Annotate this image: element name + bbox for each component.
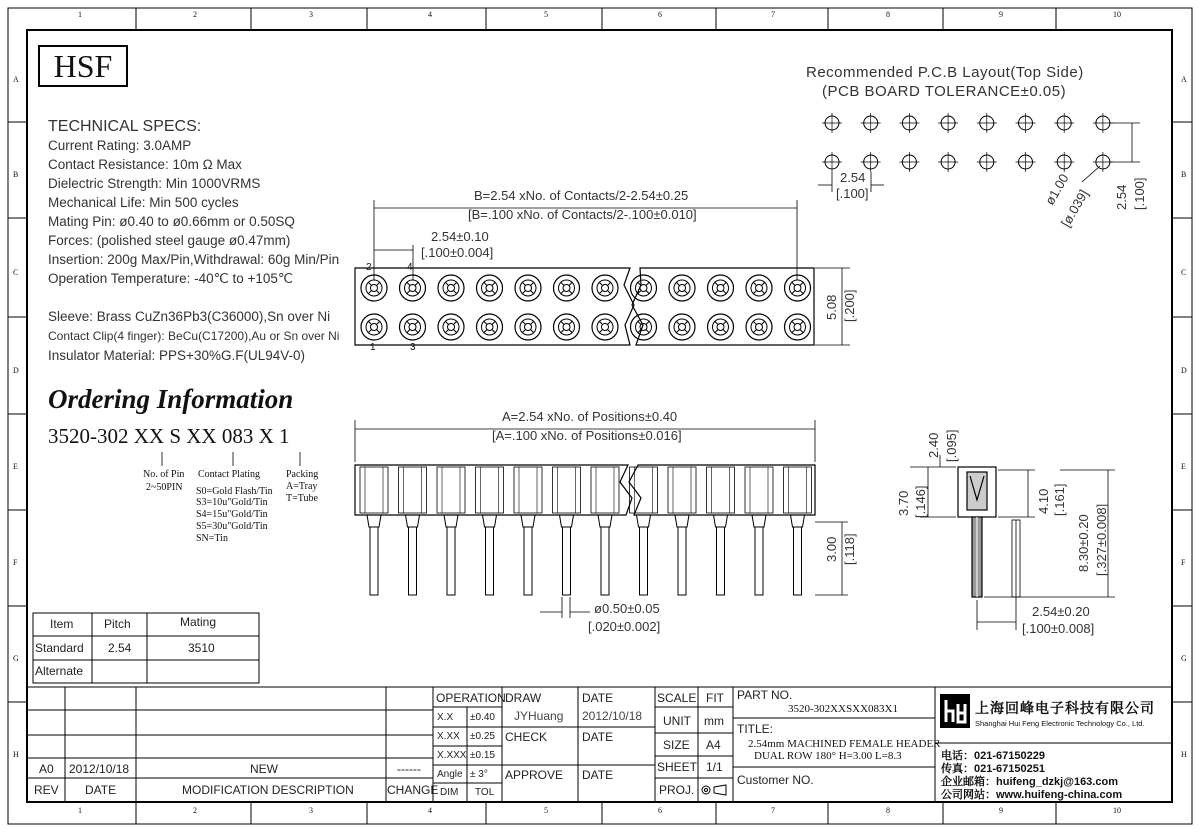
plating-option: SN=Tin: [196, 533, 228, 544]
top-view-contact: [592, 275, 618, 301]
side-dim-in: [.327±0.008]: [1094, 503, 1109, 576]
frame-column-label: 6: [658, 806, 662, 815]
pcb-hole: [977, 152, 997, 172]
top-view-contact: [631, 314, 657, 340]
company-tel: 电话：021-67150229: [941, 750, 1045, 762]
frame-column-label: 10: [1113, 806, 1121, 815]
pcb-hole: [1093, 113, 1113, 133]
pin-range: 2~50PIN: [146, 482, 183, 493]
date-label: DATE: [582, 768, 614, 782]
frame-row-label: C: [13, 268, 19, 277]
frame-column-label: 10: [1113, 10, 1121, 19]
pcb-hole: [1054, 113, 1074, 133]
dim-height: 5.08: [824, 294, 839, 320]
pcb-layout-subtitle: (PCB BOARD TOLERANCE±0.05): [822, 83, 1067, 100]
plating-option: S3=10u"Gold/Tin: [196, 497, 268, 508]
approve-label: APPROVE: [505, 768, 564, 782]
front-view-pin: [360, 467, 388, 595]
dim-b-in: [B=.100 xNo. of Contacts/2-.100±0.010]: [468, 207, 697, 222]
rev-header: REV: [34, 783, 59, 797]
pcb-dim-row-in: [.100]: [1132, 177, 1147, 210]
dim-tail-in: [.118]: [842, 533, 857, 565]
pcb-dim-hole: ø1.00: [1042, 171, 1072, 208]
spec-line: Contact Resistance: 10m Ω Max: [48, 157, 242, 172]
dim-b: B=2.54 xNo. of Contacts/2-2.54±0.25: [474, 188, 689, 203]
tol-key: Angle: [437, 769, 463, 780]
rev-change: ------: [397, 762, 421, 776]
size-value: A4: [706, 738, 721, 752]
tol-key: X.XXX: [437, 750, 467, 761]
top-view-contact: [515, 314, 541, 340]
pcb-layout-title: Recommended P.C.B Layout(Top Side): [806, 64, 1084, 81]
pcb-dim-pitch: 2.54: [840, 170, 866, 185]
rev-date: 2012/10/18: [69, 762, 130, 776]
frame-column-label: 5: [544, 806, 548, 815]
pin-number: 1: [370, 342, 376, 353]
tol-key: X.XX: [437, 731, 460, 742]
company-web: 公司网站：www.huifeng-china.com: [941, 789, 1123, 801]
frame-column-label: 8: [886, 10, 890, 19]
draw-date: 2012/10/18: [582, 709, 643, 723]
pcb-hole-grid: [822, 113, 1113, 172]
front-view-pin: [553, 467, 581, 595]
frame-column-label: 4: [428, 806, 432, 815]
part-no-value: 3520-302XXSXX083X1: [788, 703, 898, 715]
spec-line: Mechanical Life: Min 500 cycles: [48, 195, 239, 210]
frame-row-label: H: [13, 750, 19, 759]
top-view-contact: [361, 314, 387, 340]
plating-option: S5=30u"Gold/Tin: [196, 521, 268, 532]
frame-column-label: 3: [309, 806, 313, 815]
unit-value: mm: [704, 714, 724, 728]
pcb-hole: [977, 113, 997, 133]
frame-row-label: D: [13, 366, 19, 375]
tol-value: ± 3°: [470, 769, 488, 780]
customer-label: Customer NO.: [737, 773, 814, 787]
frame-column-label: 1: [78, 10, 82, 19]
pcb-hole: [1093, 152, 1113, 172]
top-view-contact: [477, 314, 503, 340]
frame-row-label: E: [1181, 462, 1186, 471]
dim-pitch-in: [.100±0.004]: [421, 245, 494, 260]
side-dim: 8.30±0.20: [1076, 514, 1091, 572]
frame-row-label: G: [1181, 654, 1187, 663]
dim-pin-in: [.020±0.002]: [588, 619, 661, 634]
operation-label: OPERATION: [436, 691, 506, 705]
top-view-contact: [438, 275, 464, 301]
packing-option: T=Tube: [286, 493, 318, 504]
frame-row-label: H: [1181, 750, 1187, 759]
frame-column-label: 3: [309, 10, 313, 19]
spec-line: Operation Temperature: -40℃ to +105℃: [48, 271, 294, 286]
top-view-contact: [669, 314, 695, 340]
top-view-contact: [477, 275, 503, 301]
tol-value: ±0.15: [470, 750, 495, 761]
spec-line: Current Rating: 3.0AMP: [48, 138, 192, 153]
pitch-table-cell: 3510: [188, 641, 215, 655]
side-view: [958, 467, 996, 597]
sheet-label: SHEET: [657, 760, 698, 774]
company-name-cn: 上海回峰电子科技有限公司: [975, 700, 1155, 716]
spec-line: Forces: (polished steel gauge ø0.47mm): [48, 233, 291, 248]
tol-value: ±0.40: [470, 712, 495, 723]
front-view-pin: [630, 467, 658, 595]
frame-row-label: F: [1181, 558, 1186, 567]
plating-option: S4=15u"Gold/Tin: [196, 509, 268, 520]
size-label: SIZE: [663, 738, 690, 752]
top-view-contact: [669, 275, 695, 301]
rev-desc: NEW: [250, 762, 278, 776]
side-dim-in: [.146]: [913, 485, 928, 518]
packing-option: A=Tray: [286, 481, 318, 492]
top-view-contact: [746, 314, 772, 340]
unit-label: UNIT: [663, 714, 691, 728]
front-view: [355, 465, 815, 515]
pcb-hole: [1016, 113, 1036, 133]
pcb-hole: [861, 113, 881, 133]
ordering-part-number: 3520-302 XX S XX 083 X 1: [48, 424, 290, 448]
dim-height-in: [.200]: [842, 289, 857, 322]
tol-value: ±0.25: [470, 731, 495, 742]
company-name-en: Shanghai Hui Feng Electronic Technology Co., Ltd.: [975, 719, 1145, 728]
frame-row-label: D: [1181, 366, 1187, 375]
frame-row-label: E: [13, 462, 18, 471]
company-fax: 传真：021-67150251: [941, 763, 1045, 775]
pcb-hole: [822, 113, 842, 133]
pcb-hole: [822, 152, 842, 172]
material-line: Contact Clip(4 finger): BeCu(C17200),Au or Sn over Ni: [48, 329, 340, 343]
top-view-contact: [746, 275, 772, 301]
dim-pitch: 2.54±0.10: [431, 229, 489, 244]
pitch-table-cell: Alternate: [35, 664, 84, 678]
pin-number: 4: [407, 262, 413, 273]
pcb-hole: [1054, 152, 1074, 172]
scale-label: SCALE: [657, 691, 697, 705]
projection-symbol: [702, 785, 726, 795]
frame-column-label: 7: [771, 806, 775, 815]
ordering-title: Ordering Information: [48, 384, 294, 414]
frame-column-label: 9: [999, 806, 1003, 815]
pin-number: 2: [366, 262, 372, 273]
frame-column-label: 1: [78, 806, 82, 815]
spec-line: Dielectric Strength: Min 1000VRMS: [48, 176, 261, 191]
specs-title: TECHNICAL SPECS:: [48, 118, 202, 135]
frame-row-label: B: [1181, 170, 1187, 179]
part-no-label: PART NO.: [737, 688, 793, 702]
top-view-contact: [708, 275, 734, 301]
top-view-contact: [554, 314, 580, 340]
plating-option: S0=Gold Flash/Tin: [196, 486, 273, 497]
pin-label: No. of Pin: [143, 469, 185, 480]
top-view-contact: [515, 275, 541, 301]
pcb-hole: [899, 113, 919, 133]
material-line: Sleeve: Brass CuZn36Pb3(C36000),Sn over Ni: [48, 309, 331, 324]
pitch-table-header: Mating: [180, 615, 217, 629]
front-view-pin: [437, 467, 465, 595]
dim-tail: 3.00: [824, 536, 839, 562]
frame-column-label: 5: [544, 10, 548, 19]
hsf-logo: HSF: [38, 45, 128, 87]
tol-key: X.X: [437, 712, 454, 723]
spec-line: Insertion: 200g Max/Pin,Withdrawal: 60g Min/Pin: [48, 252, 340, 267]
rev-header: CHANGE: [387, 783, 439, 797]
pitch-table-header: Item: [50, 617, 74, 631]
company-email: 企业邮箱：huifeng_dzkj@163.com: [941, 776, 1118, 788]
top-view-contact: [400, 314, 426, 340]
frame-column-label: 8: [886, 806, 890, 815]
frame-row-label: A: [1181, 75, 1187, 84]
frame-column-label: 7: [771, 10, 775, 19]
pcb-hole: [861, 152, 881, 172]
side-dim: 2.54±0.20: [1032, 604, 1090, 619]
check-label: CHECK: [505, 730, 548, 744]
frame-column-label: 9: [999, 10, 1003, 19]
top-view-contact: [400, 275, 426, 301]
date-label: DATE: [582, 691, 614, 705]
spec-line: Mating Pin: ø0.40 to ø0.66mm or 0.50SQ: [48, 214, 295, 229]
proj-label: PROJ.: [659, 783, 695, 797]
title-line-1: 2.54mm MACHINED FEMALE HEADER: [748, 738, 941, 750]
pitch-table-header: Pitch: [104, 617, 131, 631]
top-view-contact: [785, 275, 811, 301]
top-view-contacts: [361, 275, 811, 340]
top-view-contact: [592, 314, 618, 340]
tol-label: TOL: [475, 787, 495, 798]
date-label: DATE: [582, 730, 614, 744]
front-view-pin: [399, 467, 427, 595]
side-dim-in: [.095]: [944, 429, 959, 462]
pcb-hole: [938, 113, 958, 133]
ordering-leaders: [162, 452, 300, 466]
frame-row-label: B: [13, 170, 19, 179]
top-view-contact: [708, 314, 734, 340]
pin-number: 3: [410, 342, 416, 353]
frame-row-label: F: [13, 558, 18, 567]
title-line-2: DUAL ROW 180° H=3.00 L=8.3: [754, 750, 902, 762]
pcb-dim-hole-in: [ø.039]: [1058, 186, 1092, 230]
pcb-hole: [899, 152, 919, 172]
draw-label: DRAW: [505, 691, 542, 705]
top-view-contact: [554, 275, 580, 301]
top-view-contact: [631, 275, 657, 301]
pcb-dim-pitch-in: [.100]: [836, 186, 869, 201]
pitch-table-cell: 2.54: [108, 641, 132, 655]
side-dim: 4.10: [1036, 488, 1051, 514]
plating-label: Contact Plating: [198, 469, 260, 480]
dim-a-in: [A=.100 xNo. of Positions±0.016]: [492, 428, 682, 443]
frame-column-label: 4: [428, 10, 432, 19]
front-view-pin: [668, 467, 696, 595]
frame-row-label: A: [13, 75, 19, 84]
frame-row-label: G: [13, 654, 19, 663]
material-line: Insulator Material: PPS+30%G.F(UL94V-0): [48, 348, 305, 363]
pcb-hole: [1016, 152, 1036, 172]
frame-column-label: 2: [193, 10, 197, 19]
side-dim-in: [.100±0.008]: [1022, 621, 1095, 636]
sheet-value: 1/1: [706, 760, 723, 774]
frame-column-label: 2: [193, 806, 197, 815]
frame-column-label: 6: [658, 10, 662, 19]
dim-a: A=2.54 xNo. of Positions±0.40: [502, 409, 678, 424]
pcb-dim-row: 2.54: [1114, 184, 1129, 210]
front-view-pin: [784, 467, 812, 595]
frame-row-label: C: [1181, 268, 1187, 277]
side-dim: 2.40: [926, 432, 941, 458]
dim-label: DIM: [440, 787, 459, 798]
top-view-contact: [438, 314, 464, 340]
scale-value: FIT: [706, 691, 724, 705]
title-label: TITLE:: [737, 722, 774, 736]
rev-value: A0: [39, 762, 54, 776]
pcb-dimensions: [818, 123, 1140, 192]
rev-header: MODIFICATION DESCRIPTION: [182, 783, 354, 797]
pitch-table-cell: Standard: [35, 641, 84, 655]
side-dim-in: [.161]: [1052, 483, 1067, 516]
top-view-contact: [785, 314, 811, 340]
draw-name: JYHuang: [514, 709, 564, 723]
front-view-pin: [514, 467, 542, 595]
front-view-pin: [707, 467, 735, 595]
front-view-pin: [476, 467, 504, 595]
front-view-pin: [591, 467, 619, 595]
rev-header: DATE: [85, 783, 117, 797]
side-dim: 3.70: [896, 490, 911, 516]
pcb-hole: [938, 152, 958, 172]
dim-pin: ø0.50±0.05: [594, 601, 660, 616]
front-view-pin: [745, 467, 773, 595]
front-view-pins: [360, 467, 812, 595]
packing-label: Packing: [286, 469, 319, 480]
company-logo-icon: [940, 694, 970, 728]
